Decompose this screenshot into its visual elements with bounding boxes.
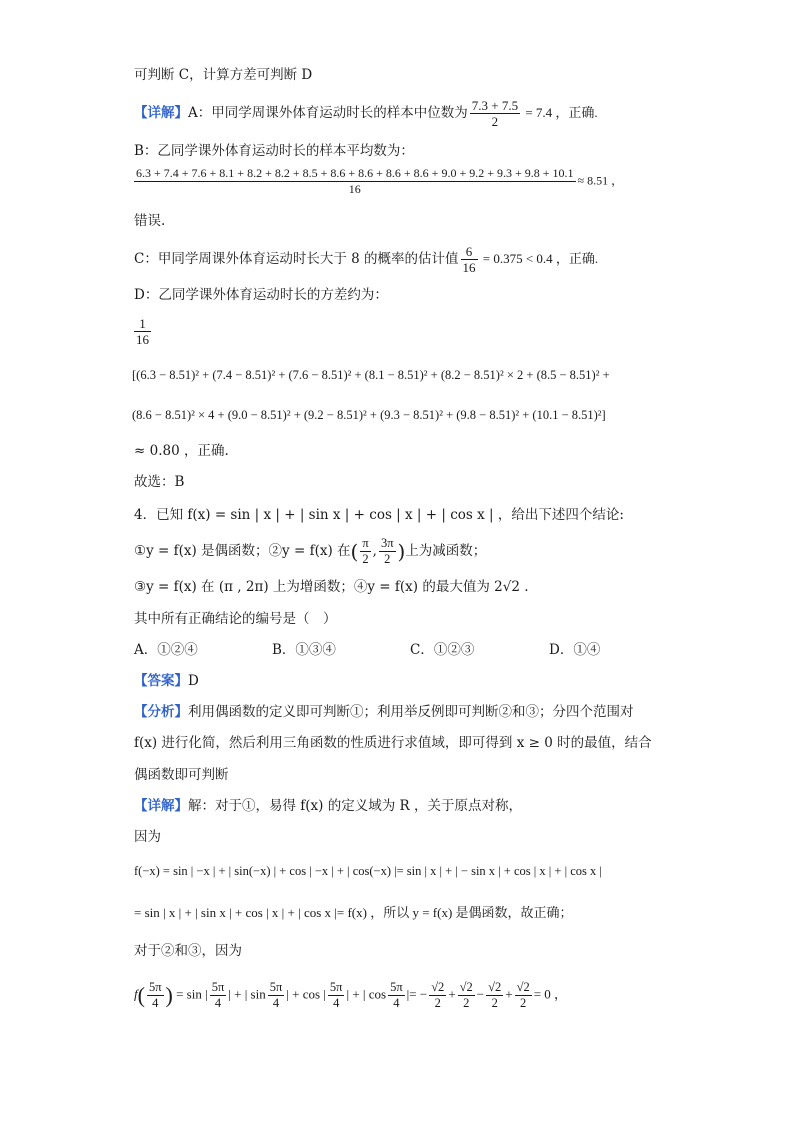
fraction: [268, 980, 285, 1011]
option-a: A．①②④: [134, 642, 198, 658]
fraction-denominator: 2: [491, 996, 498, 1010]
question-prompt: 其中所有正确结论的编号是（ ）: [134, 611, 337, 627]
expr-part: | + cos |: [286, 986, 326, 1002]
analysis-tag: 【分析】: [134, 704, 188, 720]
option-b: B．①③④: [272, 642, 336, 658]
fraction: [379, 536, 396, 567]
fraction: [360, 536, 370, 567]
detail-line-1: [134, 797, 522, 815]
fraction: [486, 980, 503, 1011]
analysis-line-3: 偶函数即可判断: [134, 767, 229, 783]
fraction-numerator: 3π: [380, 536, 394, 550]
detail-a-tail: = 7.4 ，正确.: [522, 105, 598, 120]
fraction: [458, 980, 475, 1011]
fraction-denominator: 4: [152, 996, 159, 1010]
fraction-numerator: 7.3 + 7.5: [471, 98, 519, 113]
fraction-denominator: 4: [214, 996, 222, 1010]
analysis-line-2: f(x) 进行化简，然后利用三角函数的性质进行求值域，即可得到 x ≥ 0 时的最值，结合: [134, 735, 652, 751]
variance-line-1: [(6.3 − 8.51)² + (7.4 − 8.51)² + (7.6 − 8.51)² + (8.1 − 8.51)² + (8.2 − 8.51)² × 2 + (8.5 − 8.51)² +: [132, 368, 610, 382]
fraction: [388, 980, 405, 1011]
fraction-numerator: π: [362, 536, 369, 550]
fraction-denominator: 4: [333, 996, 340, 1010]
detail-a-line: [134, 98, 598, 129]
paren: ): [165, 982, 173, 1008]
detail-tag: 【详解】: [134, 798, 188, 814]
text-line: 故选：B: [134, 474, 185, 490]
detail-line-2: 因为: [134, 829, 161, 845]
expr-part: | + | sin: [228, 986, 266, 1002]
question-statements-2: ③y = f(x) 在 (π , 2π) 上为增函数；④y = f(x) 的最大值为 2√2 .: [134, 579, 529, 595]
fraction-numerator: 1: [134, 316, 151, 332]
fraction-numerator: √2: [516, 980, 530, 994]
statement-text: ①y = f(x) 是偶函数；②y = f(x) 在: [134, 543, 351, 559]
fraction: [328, 980, 345, 1011]
detail-c-tail: = 0.375 < 0.4 ，正确.: [479, 251, 599, 266]
statement-text: 上为减函数；: [405, 543, 487, 559]
text-line: B：乙同学课外体育运动时长的样本平均数为：: [134, 143, 414, 159]
fraction-denominator: 2: [362, 552, 369, 566]
expr-part: |= −: [406, 986, 428, 1002]
option-d: D．①④: [549, 642, 601, 658]
mean-fraction-line: [132, 166, 623, 197]
fraction: [210, 980, 227, 1011]
fraction-numerator: √2: [431, 980, 445, 994]
fraction-numerator: 6.3 + 7.4 + 7.6 + 8.1 + 8.2 + 8.2 + 8.5 + 8.6 + 8.6 + 8.6 + 8.6 + 9.0 + 9.2 + 9.3 + 9.8 + 10.1: [136, 166, 574, 180]
fraction-denominator: 2: [520, 996, 527, 1010]
fraction-numerator: 5π: [269, 980, 283, 994]
question-statements-1: ①y = f(x) 是偶函数；②y = f(x) 在( $\frac{\pi}{2}$ , $\frac{3\pi}{2}$ )上为减函数；: [134, 536, 487, 566]
fraction: [429, 980, 446, 1011]
paren: (: [137, 982, 145, 1008]
fraction: [461, 244, 478, 275]
detail-line-3: f(−x) = sin | −x | + | sin(−x) | + cos | −x | + | cos(−x) |= sin | x | + | − sin x | + cos | x | + | cos x |: [134, 864, 602, 878]
detail-text: 解：对于①，易得 f(x) 的定义域为 R ，关于原点对称，: [188, 798, 522, 814]
fraction-numerator: 5π: [211, 980, 225, 994]
fraction-denominator: 2: [491, 114, 499, 129]
detail-a-text: A：甲同学周课外体育运动时长的样本中位数为: [188, 105, 468, 121]
fraction-numerator: 5π: [329, 980, 343, 994]
fraction-denominator: 2: [463, 996, 470, 1010]
expr-result: = 0 ，: [533, 986, 568, 1002]
detail-c-text: C：甲同学周课外体育运动时长大于 8 的概率的估计值: [134, 251, 459, 267]
text-line: 可判断 C，计算方差可判断 D: [134, 67, 313, 83]
fraction-denominator: 4: [272, 996, 280, 1010]
fraction-denominator: 16: [462, 260, 476, 275]
detail-c-line: [134, 244, 598, 275]
fraction-denominator: 16: [136, 332, 149, 347]
function-symbol: f: [134, 986, 138, 1002]
answer-tag: 【答案】: [134, 673, 188, 689]
question-stem: 4．已知 f(x) = sin | x | + | sin x | + cos | x | + | cos x | ，给出下述四个结论:: [134, 507, 624, 523]
text-line: D：乙同学课外体育运动时长的方差约为：: [134, 287, 388, 303]
paren: ): [397, 539, 406, 564]
detail-line-5: 对于②和③，因为: [134, 943, 242, 959]
detail-line-4: = sin | x | + | sin x | + cos | x | + | cos x |= f(x) ，所以 y = f(x) 是偶函数，故正确；: [134, 905, 573, 920]
fraction-denominator: 16: [348, 182, 361, 196]
fraction-numerator: √2: [488, 980, 502, 994]
fraction: [515, 980, 532, 1011]
paren: (: [350, 539, 359, 564]
expr-part: | + | cos: [346, 986, 387, 1002]
text-line: ≈ 0.80 ，正确.: [134, 443, 229, 459]
analysis-line-1: [134, 703, 634, 721]
detail-line-6: f( $\frac{5\pi}{4}$ ) = sin | $\frac{5\pi}{4}$ | + | sin $\frac{5\pi}{4}$ | + cos | $\frac{5\pi}{4}$ | + | cos $\frac{5\pi}{4}$ |= − $\frac{√2}{2}$ + $\frac{√2}{2}$ − $\frac{√2}{2}$ + $\frac{√2}{2}$ = 0 ，: [134, 980, 568, 1010]
expr-part: = sin |: [172, 986, 208, 1002]
fraction-denominator: 2: [434, 996, 441, 1010]
detail-tag: 【详解】: [134, 105, 188, 121]
fraction-numerator: 5π: [390, 980, 403, 994]
approx-result: ≈ 8.51 ，: [577, 173, 624, 188]
fraction-denominator: 4: [393, 996, 400, 1010]
fraction: [147, 980, 164, 1011]
option-c: C．①②③: [410, 642, 475, 658]
fraction: [134, 166, 576, 197]
fraction-numerator: √2: [459, 980, 473, 994]
fraction: [470, 98, 520, 129]
variance-line-2: (8.6 − 8.51)² × 4 + (9.0 − 8.51)² + (9.2 − 8.51)² + (9.3 − 8.51)² + (9.8 − 8.51)² + (10.1 − 8.51)²]: [132, 408, 606, 422]
fraction-numerator: 5π: [148, 980, 162, 994]
variance-coefficient: [132, 316, 153, 347]
answer-value: D: [188, 673, 199, 689]
fraction-numerator: 6: [461, 244, 478, 260]
analysis-text: 利用偶函数的定义即可判断①；利用举反例即可判断②和③；分四个范围对: [188, 704, 634, 720]
answer-line: [134, 672, 199, 690]
text-line: 错误.: [134, 213, 166, 229]
fraction: [134, 316, 151, 347]
fraction-denominator: 2: [384, 552, 391, 566]
